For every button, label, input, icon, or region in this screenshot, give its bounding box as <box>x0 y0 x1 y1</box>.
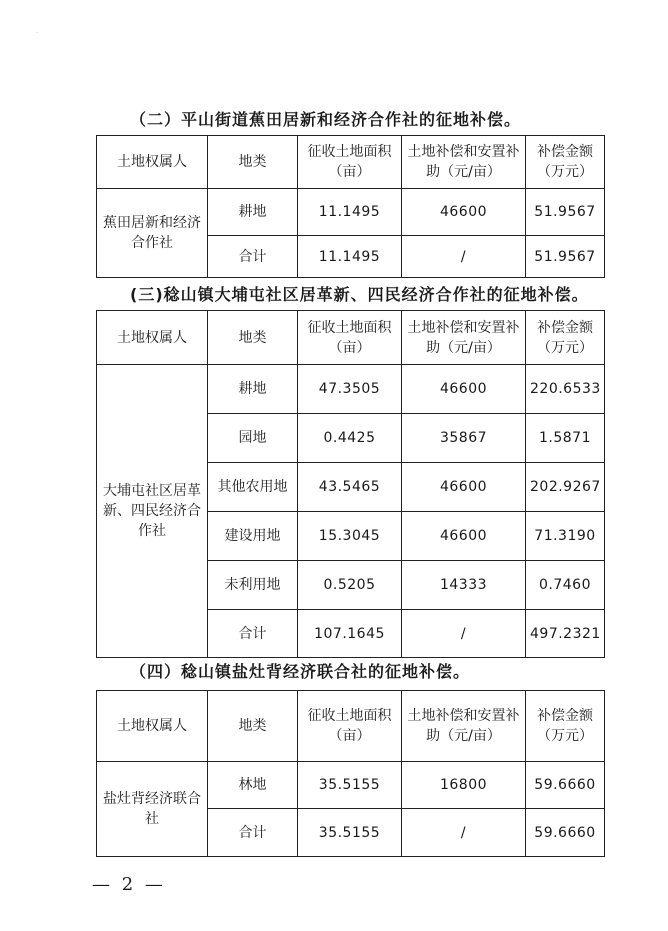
area-cell: 43.5465 <box>298 463 402 512</box>
rate-cell: / <box>402 809 526 857</box>
area-cell: 0.4425 <box>298 414 402 463</box>
amount-cell: 202.9267 <box>526 463 605 512</box>
rate-cell: 46600 <box>402 189 526 236</box>
header-rate: 土地补偿和安置补助（元/亩） <box>402 311 526 365</box>
rate-cell: 46600 <box>402 463 526 512</box>
area-cell: 11.1495 <box>298 189 402 236</box>
header-land-type: 地类 <box>208 691 298 762</box>
amount-cell: 51.9567 <box>526 189 605 236</box>
header-area: 征收土地面积（亩） <box>298 136 402 189</box>
land-type-cell: 未利用地 <box>208 561 298 610</box>
table-header-row <box>97 136 605 189</box>
header-amount: 补偿金额（万元） <box>526 136 605 189</box>
amount-cell: 497.2321 <box>526 610 605 658</box>
header-area: 征收土地面积（亩） <box>298 311 402 365</box>
land-type-cell: 耕地 <box>208 365 298 414</box>
land-type-cell: 合计 <box>208 236 298 278</box>
land-type-cell: 建设用地 <box>208 512 298 561</box>
header-area: 征收土地面积（亩） <box>298 691 402 762</box>
section-heading-4: （四）稔山镇盐灶背经济联合社的征地补偿。 <box>130 662 471 681</box>
header-land-type: 地类 <box>208 311 298 365</box>
compensation-table-4 <box>96 690 605 857</box>
land-type-cell: 合计 <box>208 610 298 658</box>
rate-cell: 16800 <box>402 762 526 809</box>
compensation-table-3 <box>96 310 605 658</box>
rate-cell: 14333 <box>402 561 526 610</box>
header-rate: 土地补偿和安置补助（元/亩） <box>402 136 526 189</box>
land-type-cell: 其他农用地 <box>208 463 298 512</box>
area-cell: 11.1495 <box>298 236 402 278</box>
amount-cell: 71.3190 <box>526 512 605 561</box>
table-row <box>97 189 605 236</box>
compensation-table-2 <box>96 135 605 278</box>
amount-cell: 1.5871 <box>526 414 605 463</box>
rate-cell: 46600 <box>402 512 526 561</box>
section-heading-3: (三)稔山镇大埔屯社区居革新、四民经济合作社的征地补偿。 <box>130 285 589 304</box>
area-cell: 15.3045 <box>298 512 402 561</box>
land-type-cell: 耕地 <box>208 189 298 236</box>
amount-cell: 59.6660 <box>526 762 605 809</box>
area-cell: 107.1645 <box>298 610 402 658</box>
header-rate: 土地补偿和安置补助（元/亩） <box>402 691 526 762</box>
owner-cell: 大埔屯社区居革新、四民经济合作社 <box>97 365 208 658</box>
header-owner: 土地权属人 <box>97 691 208 762</box>
area-cell: 35.5155 <box>298 762 402 809</box>
amount-cell: 51.9567 <box>526 236 605 278</box>
area-cell: 35.5155 <box>298 809 402 857</box>
rate-cell: 35867 <box>402 414 526 463</box>
owner-cell: 盐灶背经济联合社 <box>97 762 208 857</box>
section-heading-2: （二）平山街道蕉田居新和经济合作社的征地补偿。 <box>130 110 522 129</box>
land-type-cell: 合计 <box>208 809 298 857</box>
area-cell: 47.3505 <box>298 365 402 414</box>
header-amount: 补偿金额（万元） <box>526 691 605 762</box>
land-type-cell: 林地 <box>208 762 298 809</box>
owner-cell: 蕉田居新和经济合作社 <box>97 189 208 278</box>
page-number: — 2 — <box>92 874 166 895</box>
rate-cell: 46600 <box>402 365 526 414</box>
table-row <box>97 365 605 414</box>
header-land-type: 地类 <box>208 136 298 189</box>
table-row <box>97 762 605 809</box>
header-owner: 土地权属人 <box>97 136 208 189</box>
amount-cell: 220.6533 <box>526 365 605 414</box>
rate-cell: / <box>402 610 526 658</box>
table-header-row <box>97 691 605 762</box>
table-header-row <box>97 311 605 365</box>
amount-cell: 0.7460 <box>526 561 605 610</box>
rate-cell: / <box>402 236 526 278</box>
land-type-cell: 园地 <box>208 414 298 463</box>
amount-cell: 59.6660 <box>526 809 605 857</box>
header-amount: 补偿金额（万元） <box>526 311 605 365</box>
area-cell: 0.5205 <box>298 561 402 610</box>
header-owner: 土地权属人 <box>97 311 208 365</box>
corner-mark: · <box>36 30 38 37</box>
